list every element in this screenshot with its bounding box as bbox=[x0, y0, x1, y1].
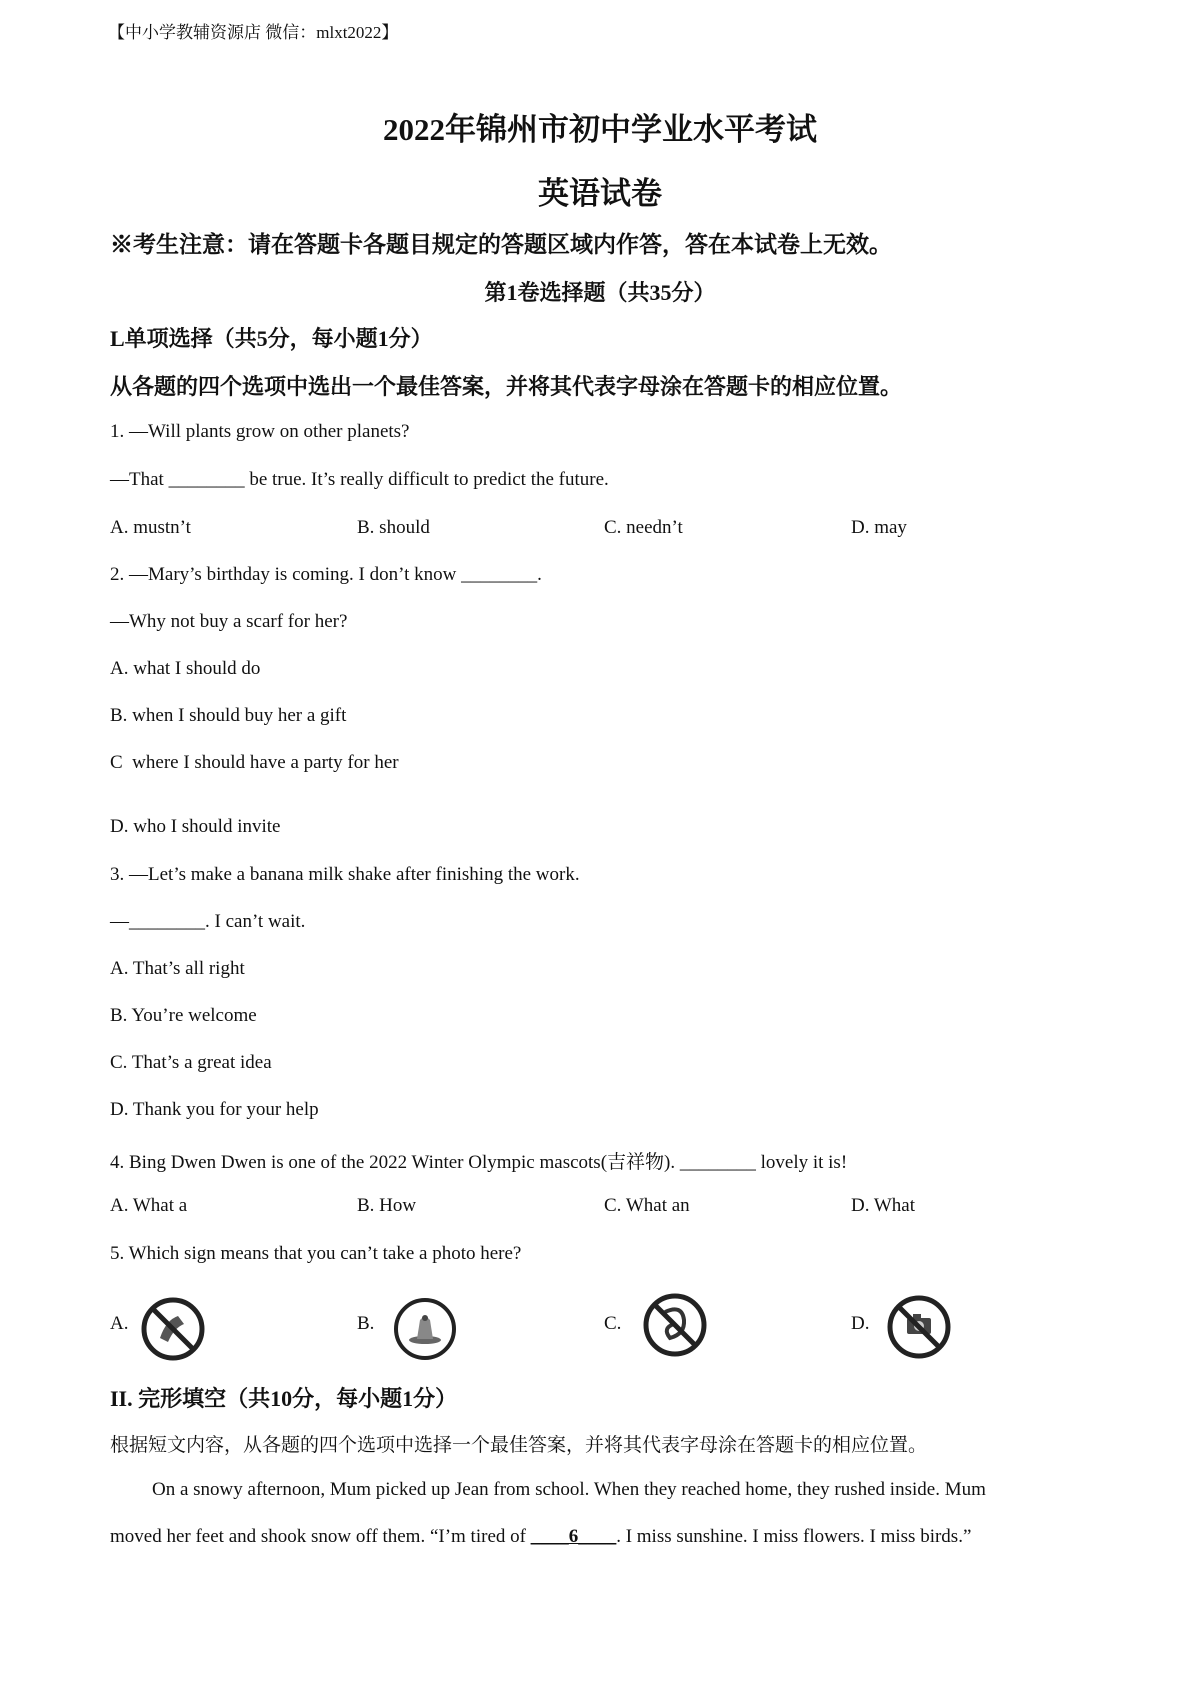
q1-option-c: C. needn’t bbox=[604, 517, 683, 538]
q1-option-a: A. mustn’t bbox=[110, 517, 191, 538]
q3-option-c: C. That’s a great idea bbox=[110, 1052, 272, 1073]
passage-line-1: On a snowy afternoon, Mum picked up Jean from school. When they reached home, they rushed inside. Mum bbox=[152, 1479, 986, 1500]
q4-prompt: 4. Bing Dwen Dwen is one of the 2022 Winter Olympic mascots(吉祥物). ________ lovely it is! bbox=[110, 1152, 848, 1173]
q1-prompt: 1. —Will plants grow on other planets? bbox=[110, 421, 410, 442]
q3-option-d: D. Thank you for your help bbox=[110, 1099, 319, 1120]
header-note: 【中小学教辅资源店 微信：mlxt2022】 bbox=[108, 23, 399, 42]
q5-option-a-label: A. bbox=[110, 1313, 129, 1334]
q4-option-b: B. How bbox=[357, 1195, 417, 1216]
no-food-sign-icon bbox=[138, 1294, 208, 1364]
q1-response: —That ________ be true. It’s really difficult to predict the future. bbox=[110, 469, 609, 490]
q2-option-a: A. what I should do bbox=[110, 658, 261, 679]
exam-subtitle: 英语试卷 bbox=[538, 176, 662, 211]
q4-option-d: D. What bbox=[851, 1195, 916, 1216]
q3-prompt: 3. —Let’s make a banana milk shake after finishing the work. bbox=[110, 864, 580, 885]
hat-sign-icon bbox=[390, 1294, 460, 1364]
q5-option-c-label: C. bbox=[604, 1313, 622, 1334]
cloze-blank-6: ____6____ bbox=[530, 1526, 617, 1547]
passage-line-2 bbox=[110, 1526, 971, 1548]
q4-option-a: A. What a bbox=[110, 1195, 188, 1216]
q1-option-d: D. may bbox=[851, 517, 907, 538]
section1-instruction: 从各题的四个选项中选出一个最佳答案，并将其代表字母涂在答题卡的相应位置。 bbox=[110, 374, 903, 399]
q2-option-d: D. who I should invite bbox=[110, 816, 281, 837]
passage-line-2-start: moved her feet and shook snow off them. “I’m tired of bbox=[110, 1526, 531, 1547]
candidate-notice: ※考生注意：请在答题卡各题目规定的答题区域内作答，答在本试卷上无效。 bbox=[110, 232, 892, 257]
section2-heading: II. 完形填空（共10分，每小题1分） bbox=[110, 1386, 458, 1411]
q3-option-a: A. That’s all right bbox=[110, 958, 245, 979]
q5-option-b-label: B. bbox=[357, 1313, 375, 1334]
q2-option-c: C where I should have a party for her bbox=[110, 752, 399, 773]
passage-line-2-end: . I miss sunshine. I miss flowers. I miss birds.” bbox=[616, 1526, 972, 1547]
exam-title: 2022年锦州市初中学业水平考试 bbox=[383, 112, 817, 147]
section2-instruction: 根据短文内容，从各题的四个选项中选择一个最佳答案，并将其代表字母涂在答题卡的相应位置。 bbox=[110, 1435, 928, 1456]
q5-option-d-label: D. bbox=[851, 1313, 870, 1334]
q3-response: —________. I can’t wait. bbox=[110, 911, 306, 932]
q2-prompt: 2. —Mary’s birthday is coming. I don’t know ________. bbox=[110, 564, 542, 585]
volume-heading: 第1卷选择题（共35分） bbox=[484, 280, 716, 305]
q2-option-b: B. when I should buy her a gift bbox=[110, 705, 347, 726]
q2-response: —Why not buy a scarf for her? bbox=[110, 611, 348, 632]
no-swimming-sign-icon bbox=[640, 1290, 710, 1360]
no-camera-sign-icon bbox=[884, 1292, 954, 1362]
q4-option-c: C. What an bbox=[604, 1195, 690, 1216]
q3-option-b: B. You’re welcome bbox=[110, 1005, 257, 1026]
q1-option-b: B. should bbox=[357, 517, 430, 538]
q5-prompt: 5. Which sign means that you can’t take a photo here? bbox=[110, 1243, 522, 1264]
section1-heading: L单项选择（共5分，每小题1分） bbox=[110, 326, 433, 351]
